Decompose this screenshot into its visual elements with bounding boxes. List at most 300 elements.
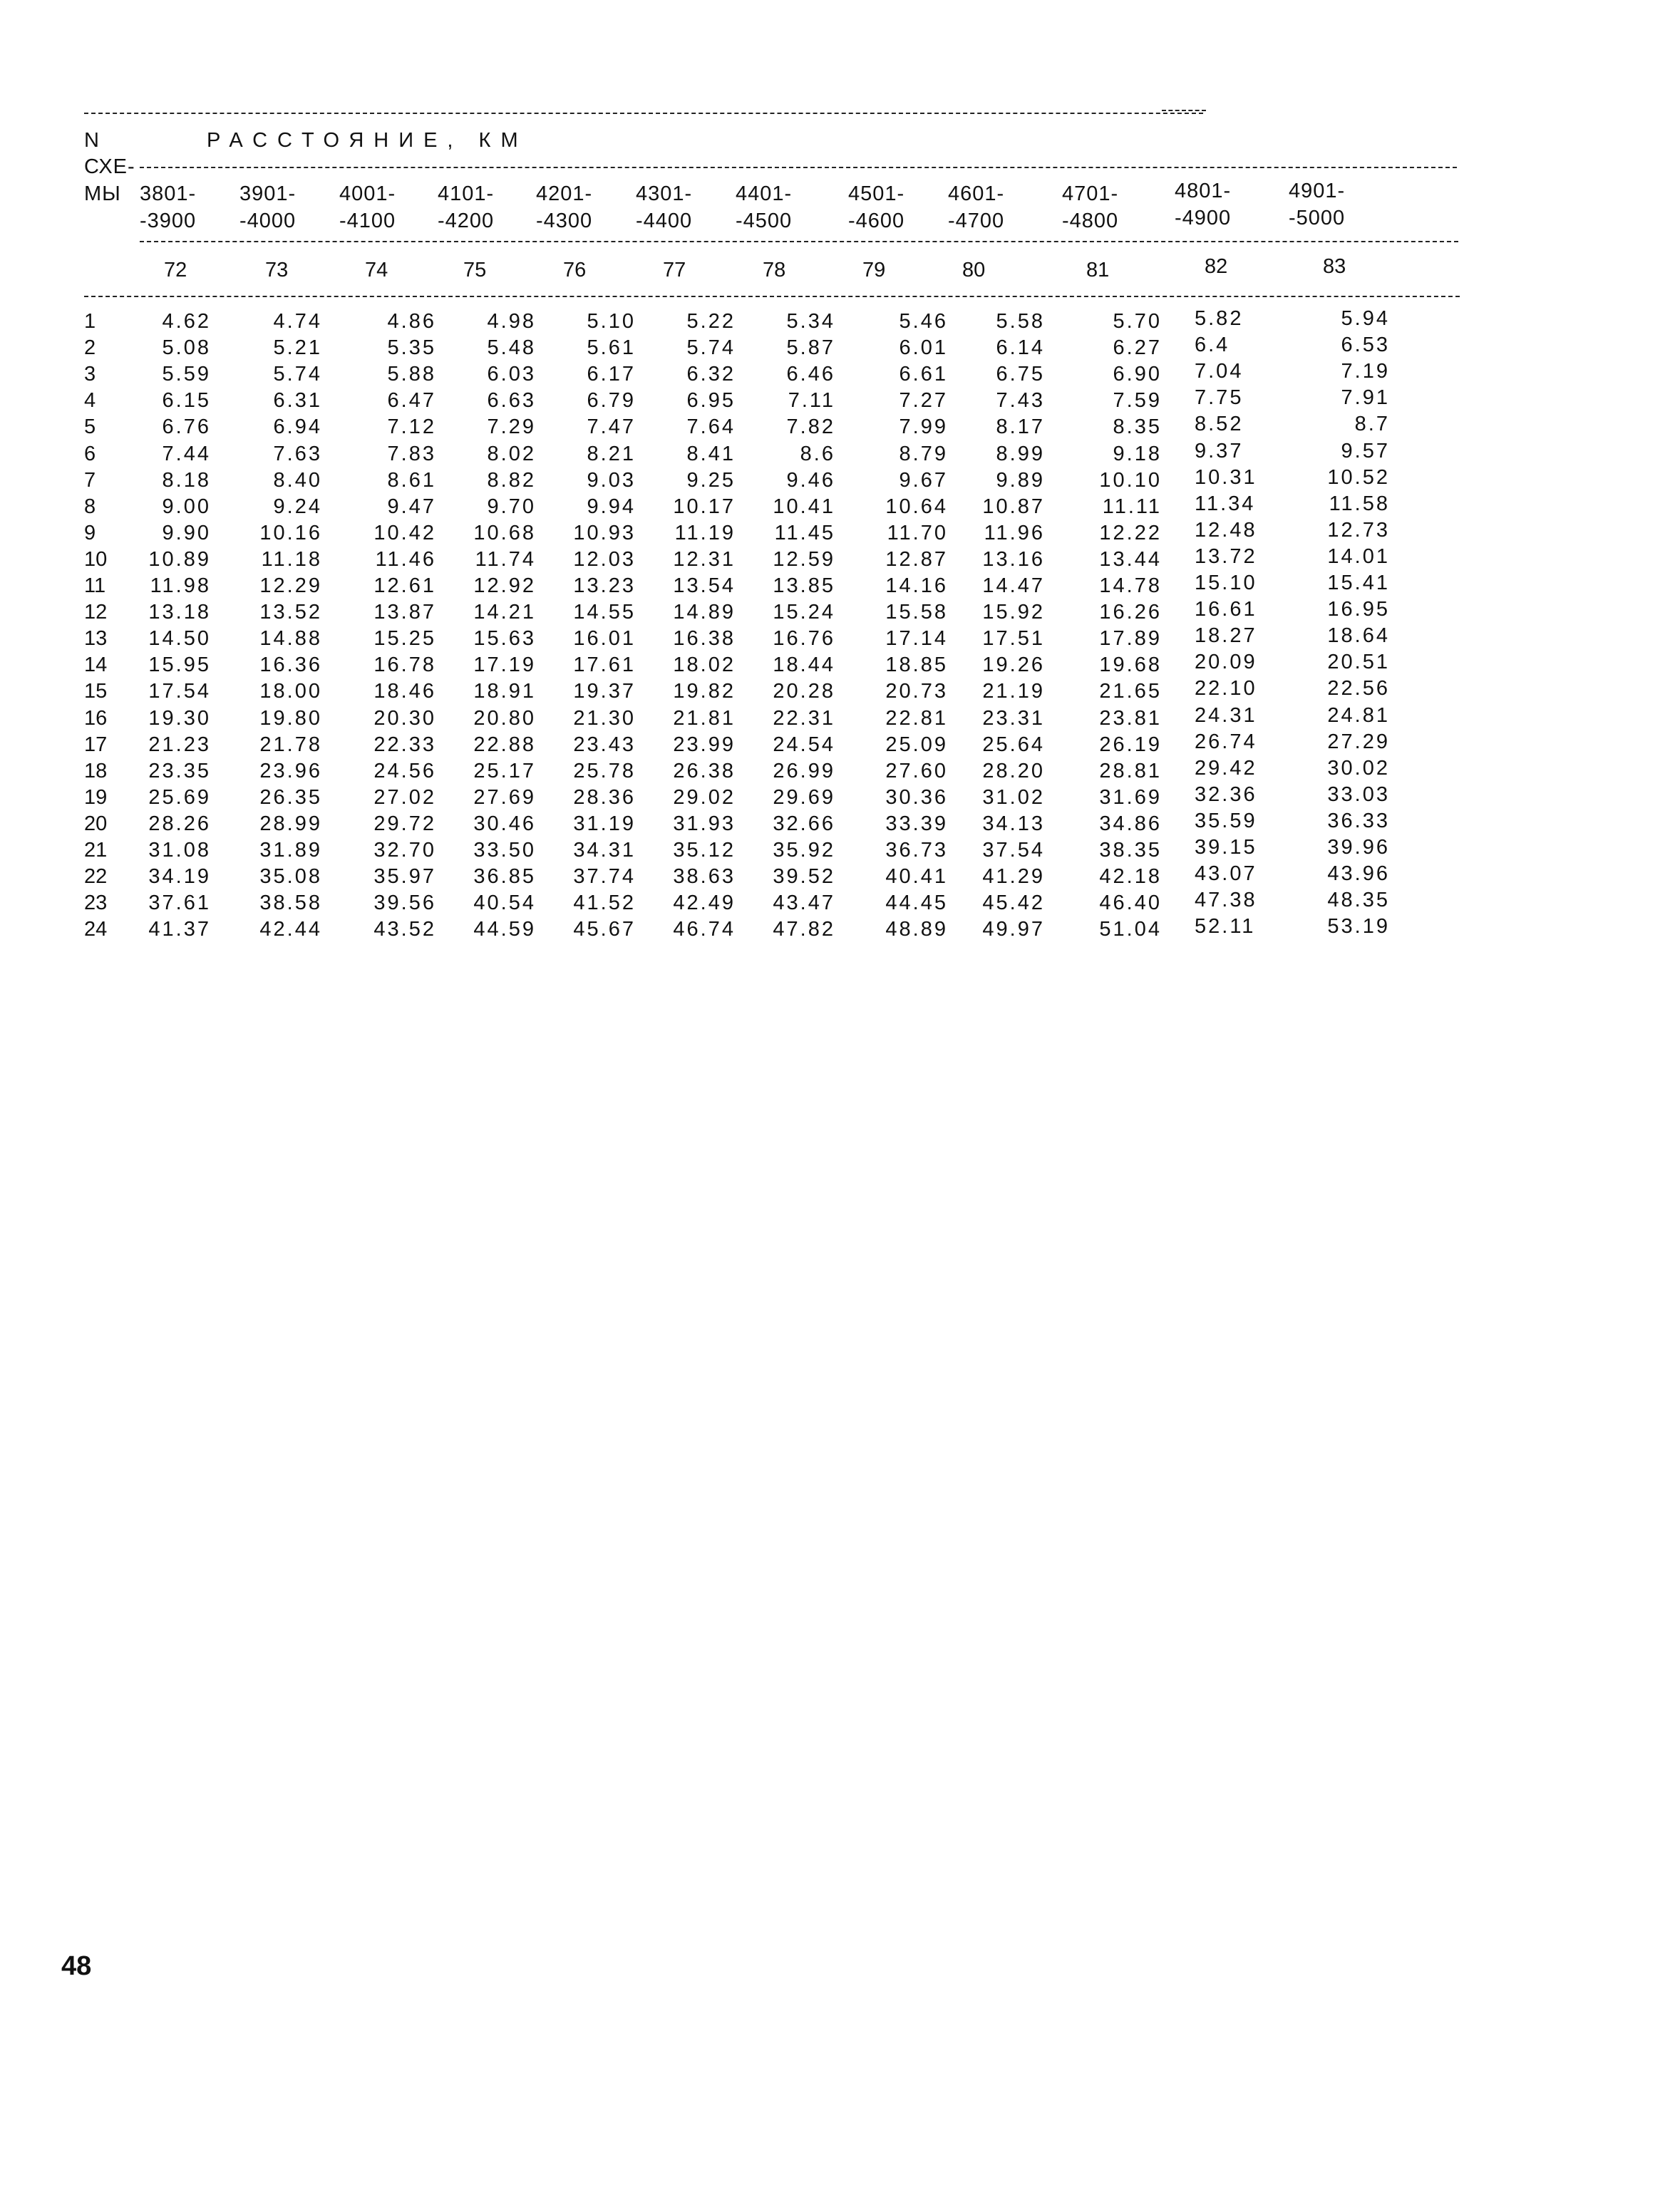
table-cell: 16.26: [1099, 601, 1162, 624]
table-cell: 42.44: [259, 918, 322, 941]
table-cell: 32.70: [373, 839, 436, 862]
table-cell: 20.73: [885, 680, 948, 703]
column-range-82: [1175, 178, 1231, 232]
table-cell: 4.62: [162, 310, 211, 333]
table-cell: 9.47: [387, 495, 436, 518]
table-cell: 28.99: [259, 812, 322, 835]
column-number: 75: [463, 259, 487, 281]
row-number: 7: [84, 468, 96, 492]
table-cell: 16.01: [573, 627, 636, 651]
table-cell: 5.74: [273, 363, 322, 386]
table-cell: 16.36: [259, 653, 322, 677]
table-cell: 47.38: [1195, 889, 1257, 912]
table-cell: 9.18: [1113, 442, 1162, 465]
table-cell: 9.03: [587, 468, 636, 492]
table-cell: 34.86: [1099, 812, 1162, 835]
table-cell: 35.12: [673, 839, 736, 862]
column-number: 76: [563, 259, 587, 281]
column-range-start: 4901-: [1289, 180, 1346, 202]
column-number: 72: [164, 259, 187, 281]
table-cell: 12.87: [885, 547, 948, 571]
column-number: 78: [763, 259, 786, 281]
table-cell: 36.73: [885, 839, 948, 862]
row-number: 4: [84, 389, 96, 413]
table-cell: 25.78: [573, 759, 636, 782]
table-cell: 19.30: [148, 706, 211, 730]
column-range-start: 4201-: [536, 182, 593, 205]
n-label: N: [84, 129, 100, 152]
table-cell: 23.31: [982, 706, 1045, 730]
table-cell: 41.29: [982, 865, 1045, 889]
table-cell: 38.35: [1099, 839, 1162, 862]
table-cell: 37.74: [573, 865, 636, 889]
table-cell: 22.33: [373, 733, 436, 756]
table-cell: 5.88: [387, 363, 436, 386]
column-range-end: -4400: [636, 209, 693, 232]
table-cell: 5.22: [686, 310, 736, 333]
table-cell: 18.64: [1327, 624, 1390, 648]
table-cell: 6.79: [587, 389, 636, 413]
table-cell: 15.41: [1327, 572, 1390, 594]
table-cell: 14.16: [885, 574, 948, 597]
table-cell: 11.96: [984, 521, 1045, 544]
column-range-end: -4500: [736, 209, 793, 232]
table-cell: 43.52: [373, 918, 436, 941]
table-cell: 20.51: [1327, 651, 1390, 674]
row-number: 17: [84, 733, 108, 756]
table-cell: 39.56: [373, 891, 436, 915]
table-cell: 38.58: [259, 891, 322, 915]
table-cell: 7.91: [1341, 386, 1390, 410]
table-cell: 10.89: [148, 547, 211, 571]
column-range-73: [239, 181, 296, 234]
table-cell: 41.37: [148, 918, 211, 941]
table-cell: 27.60: [885, 759, 948, 782]
column-range-start: 4401-: [736, 182, 793, 205]
column-number: 77: [663, 259, 686, 281]
table-cell: 35.92: [773, 839, 835, 862]
table-cell: 33.50: [473, 839, 536, 862]
table-cell: 26.35: [259, 785, 322, 809]
table-cell: 14.01: [1327, 544, 1390, 568]
table-cell: 4.74: [273, 310, 322, 333]
table-cell: 6.4: [1195, 334, 1230, 357]
row-number: 9: [84, 521, 96, 544]
table-cell: 21.30: [573, 706, 636, 730]
table-cell: 20.30: [373, 706, 436, 730]
table-cell: 29.42: [1195, 756, 1257, 780]
column-range-end: -4300: [536, 209, 593, 232]
table-cell: 11.74: [475, 547, 536, 571]
table-cell: 28.81: [1099, 759, 1162, 782]
table-cell: 18.46: [373, 680, 436, 703]
table-cell: 6.15: [162, 389, 211, 413]
table-cell: 35.59: [1195, 809, 1257, 832]
table-cell: 16.61: [1195, 598, 1257, 621]
column-range-79: [848, 181, 904, 234]
table-cell: 15.58: [885, 601, 948, 624]
table-cell: 33.03: [1327, 782, 1390, 806]
table-cell: 45.67: [573, 918, 636, 941]
table-cell: 21.23: [148, 733, 211, 756]
table-cell: 8.61: [387, 468, 436, 492]
column-range-74: [339, 181, 396, 234]
table-cell: 22.81: [885, 706, 948, 730]
table-cell: 26.19: [1099, 733, 1162, 756]
table-cell: 38.63: [673, 865, 736, 889]
table-cell: 14.78: [1099, 574, 1162, 597]
column-number: 81: [1086, 259, 1110, 281]
row-number: 23: [84, 891, 108, 915]
table-cell: 5.08: [162, 336, 211, 360]
table-cell: 12.61: [373, 574, 436, 597]
table-cell: 13.52: [259, 601, 322, 624]
table-cell: 16.78: [373, 653, 436, 677]
table-cell: 8.18: [162, 468, 211, 492]
table-cell: 14.88: [259, 627, 322, 651]
table-cell: 5.35: [387, 336, 436, 360]
table-cell: 22.31: [773, 706, 835, 730]
table-cell: 9.57: [1341, 439, 1390, 462]
table-cell: 12.31: [673, 547, 736, 571]
table-cell: 22.88: [473, 733, 536, 756]
column-number: 74: [365, 259, 388, 281]
table-cell: 17.54: [148, 680, 211, 703]
table-cell: 19.26: [982, 653, 1045, 677]
table-cell: 12.22: [1099, 521, 1162, 544]
table-cell: 8.6: [800, 442, 835, 465]
row-number: 21: [84, 839, 108, 862]
row-number: 20: [84, 812, 108, 835]
table-cell: 14.47: [982, 574, 1045, 597]
table-cell: 13.72: [1195, 544, 1257, 568]
table-cell: 47.82: [773, 918, 835, 941]
row-number: 10: [84, 547, 108, 571]
row-number: 3: [84, 363, 96, 386]
table-cell: 10.93: [573, 521, 636, 544]
table-cell: 9.94: [587, 495, 636, 518]
table-cell: 39.15: [1195, 836, 1257, 859]
scheme-label-1: СХЕ-: [84, 155, 135, 178]
table-cell: 6.95: [686, 389, 736, 413]
table-cell: 6.63: [487, 389, 536, 413]
table-cell: 48.35: [1327, 889, 1390, 912]
column-range-80: [948, 181, 1004, 234]
table-cell: 35.97: [373, 865, 436, 889]
table-cell: 8.52: [1195, 413, 1244, 436]
table-cell: 27.29: [1327, 730, 1390, 753]
table-cell: 39.52: [773, 865, 835, 889]
table-cell: 36.33: [1327, 809, 1390, 832]
table-cell: 8.7: [1354, 413, 1390, 436]
column-range-end: -4900: [1175, 206, 1232, 229]
table-cell: 8.40: [273, 468, 322, 492]
table-cell: 19.80: [259, 706, 322, 730]
column-range-78: [736, 181, 792, 234]
table-cell: 31.89: [259, 839, 322, 862]
table-cell: 23.81: [1099, 706, 1162, 730]
table-cell: 6.27: [1113, 336, 1162, 360]
column-range-83: [1289, 178, 1345, 232]
table-cell: 6.90: [1113, 363, 1162, 386]
table-cell: 15.95: [148, 653, 211, 677]
table-cell: 18.00: [259, 680, 322, 703]
row-number: 1: [84, 310, 96, 333]
column-range-76: [536, 181, 592, 234]
table-cell: 32.36: [1195, 782, 1257, 806]
table-cell: 17.61: [573, 653, 636, 677]
table-cell: 16.76: [773, 627, 835, 651]
table-cell: 7.11: [788, 389, 835, 413]
table-cell: 8.17: [996, 415, 1045, 439]
table-cell: 5.34: [786, 310, 835, 333]
table-cell: 17.51: [982, 627, 1045, 651]
table-cell: 41.52: [573, 891, 636, 915]
column-range-start: 4801-: [1175, 180, 1232, 202]
table-cell: 35.08: [259, 865, 322, 889]
table-cell: 4.86: [387, 310, 436, 333]
table-cell: 6.03: [487, 363, 536, 386]
table-cell: 17.89: [1099, 627, 1162, 651]
table-cell: 18.91: [473, 680, 536, 703]
table-cell: 8.02: [487, 442, 536, 465]
table-cell: 25.69: [148, 785, 211, 809]
table-cell: 5.21: [273, 336, 322, 360]
table-cell: 15.10: [1195, 572, 1257, 594]
table-cell: 7.64: [686, 415, 736, 439]
table-cell: 11.34: [1195, 492, 1256, 515]
table-cell: 5.59: [162, 363, 211, 386]
table-cell: 21.81: [673, 706, 736, 730]
table-cell: 36.85: [473, 865, 536, 889]
table-cell: 29.69: [773, 785, 835, 809]
top-rule-end: [1162, 110, 1206, 111]
table-cell: 24.54: [773, 733, 835, 756]
column-range-72: [140, 181, 196, 234]
table-cell: 13.54: [673, 574, 736, 597]
column-number: 82: [1205, 255, 1228, 278]
column-range-81: [1062, 181, 1118, 234]
table-cell: 30.02: [1327, 756, 1390, 780]
table-cell: 37.61: [148, 891, 211, 915]
column-range-77: [636, 181, 692, 234]
table-cell: 7.59: [1113, 389, 1162, 413]
table-cell: 14.55: [573, 601, 636, 624]
table-cell: 42.18: [1099, 865, 1162, 889]
table-cell: 43.07: [1195, 862, 1257, 886]
table-cell: 15.92: [982, 601, 1045, 624]
table-cell: 5.46: [899, 310, 948, 333]
table-cell: 7.19: [1341, 360, 1390, 383]
column-range-end: -4100: [339, 209, 396, 232]
table-cell: 14.89: [673, 601, 736, 624]
table-cell: 10.64: [885, 495, 948, 518]
table-cell: 30.36: [885, 785, 948, 809]
table-cell: 5.94: [1341, 307, 1390, 330]
table-cell: 23.99: [673, 733, 736, 756]
column-number: 79: [862, 259, 886, 281]
table-cell: 5.82: [1195, 307, 1244, 330]
table-cell: 7.63: [273, 442, 322, 465]
table-cell: 46.40: [1099, 891, 1162, 915]
column-range-75: [438, 181, 494, 234]
table-cell: 22.10: [1195, 677, 1257, 701]
table-cell: 52.11: [1195, 915, 1256, 939]
table-cell: 18.44: [773, 653, 835, 677]
column-range-end: -4700: [948, 209, 1005, 232]
table-cell: 51.04: [1099, 918, 1162, 941]
table-cell: 13.23: [573, 574, 636, 597]
column-range-end: -4000: [239, 209, 297, 232]
table-cell: 11.11: [1102, 495, 1162, 518]
row-number: 16: [84, 706, 108, 730]
table-cell: 46.74: [673, 918, 736, 941]
table-cell: 19.68: [1099, 653, 1162, 677]
table-cell: 32.66: [773, 812, 835, 835]
table-cell: 31.08: [148, 839, 211, 862]
table-cell: 10.42: [373, 521, 436, 544]
table-cell: 23.43: [573, 733, 636, 756]
table-cell: 7.27: [899, 389, 948, 413]
row-number: 14: [84, 653, 108, 677]
table-cell: 8.41: [686, 442, 736, 465]
table-cell: 31.02: [982, 785, 1045, 809]
table-cell: 25.17: [473, 759, 536, 782]
table-cell: 24.56: [373, 759, 436, 782]
table-cell: 11.45: [774, 521, 835, 544]
table-cell: 14.21: [473, 601, 536, 624]
table-cell: 4.98: [487, 310, 536, 333]
table-cell: 21.78: [259, 733, 322, 756]
table-cell: 26.74: [1195, 730, 1257, 753]
table-cell: 6.32: [686, 363, 736, 386]
table-cell: 28.26: [148, 812, 211, 835]
table-cell: 37.54: [982, 839, 1045, 862]
table-cell: 7.43: [996, 389, 1045, 413]
table-cell: 6.76: [162, 415, 211, 439]
table-cell: 28.36: [573, 785, 636, 809]
row-number: 13: [84, 627, 108, 651]
table-cell: 26.38: [673, 759, 736, 782]
table-cell: 5.74: [686, 336, 736, 360]
table-cell: 40.54: [473, 891, 536, 915]
table-cell: 15.25: [373, 627, 436, 651]
table-cell: 5.10: [587, 310, 636, 333]
table-cell: 31.19: [573, 812, 636, 835]
distance-title: РАССТОЯНИЕ, КМ: [207, 129, 528, 152]
table-cell: 9.25: [686, 468, 736, 492]
table-cell: 40.41: [885, 865, 948, 889]
column-range-start: 3801-: [140, 182, 197, 205]
table-cell: 6.75: [996, 363, 1045, 386]
table-cell: 13.44: [1099, 547, 1162, 571]
column-range-end: -3900: [140, 209, 197, 232]
table-cell: 17.14: [885, 627, 948, 651]
table-cell: 9.37: [1195, 439, 1244, 462]
row-number: 24: [84, 918, 108, 941]
table-cell: 15.63: [473, 627, 536, 651]
table-cell: 21.19: [982, 680, 1045, 703]
table-cell: 5.70: [1113, 310, 1162, 333]
table-cell: 6.53: [1341, 334, 1390, 357]
table-cell: 13.18: [148, 601, 211, 624]
table-cell: 45.42: [982, 891, 1045, 915]
table-cell: 16.38: [673, 627, 736, 651]
body-rule: [84, 296, 1460, 297]
table-cell: 10.68: [473, 521, 536, 544]
top-rule: [84, 113, 1203, 114]
table-cell: 26.99: [773, 759, 835, 782]
table-cell: 11.46: [375, 547, 436, 571]
table-cell: 5.58: [996, 310, 1045, 333]
row-number: 8: [84, 495, 96, 518]
table-cell: 11.18: [261, 547, 322, 571]
table-cell: 39.96: [1327, 836, 1390, 859]
table-cell: 23.96: [259, 759, 322, 782]
column-range-end: -4600: [848, 209, 905, 232]
table-cell: 7.44: [162, 442, 211, 465]
table-cell: 25.64: [982, 733, 1045, 756]
table-cell: 7.83: [387, 442, 436, 465]
table-cell: 15.24: [773, 601, 835, 624]
row-number: 2: [84, 336, 96, 360]
table-cell: 16.95: [1327, 598, 1390, 621]
table-cell: 7.29: [487, 415, 536, 439]
table-cell: 34.31: [573, 839, 636, 862]
table-cell: 8.99: [996, 442, 1045, 465]
table-cell: 9.89: [996, 468, 1045, 492]
table-cell: 20.09: [1195, 651, 1257, 674]
row-number: 22: [84, 865, 108, 889]
table-cell: 7.12: [387, 415, 436, 439]
table-cell: 18.02: [673, 653, 736, 677]
table-cell: 42.49: [673, 891, 736, 915]
column-number: 83: [1323, 255, 1346, 278]
column-range-start: 4301-: [636, 182, 693, 205]
table-cell: 6.47: [387, 389, 436, 413]
table-cell: 6.01: [899, 336, 948, 360]
table-cell: 12.73: [1327, 518, 1390, 542]
table-cell: 10.52: [1327, 465, 1390, 489]
column-range-start: 4501-: [848, 182, 905, 205]
table-cell: 10.10: [1099, 468, 1162, 492]
table-cell: 7.82: [786, 415, 835, 439]
scheme-label-2: МЫ: [84, 182, 121, 205]
column-range-end: -4800: [1062, 209, 1119, 232]
table-cell: 8.21: [587, 442, 636, 465]
table-cell: 30.46: [473, 812, 536, 835]
row-number: 6: [84, 442, 96, 465]
table-cell: 29.72: [373, 812, 436, 835]
table-cell: 9.90: [162, 521, 211, 544]
row-number: 11: [84, 574, 106, 597]
column-number: 80: [962, 259, 986, 281]
table-cell: 33.39: [885, 812, 948, 835]
table-cell: 20.28: [773, 680, 835, 703]
table-cell: 13.85: [773, 574, 835, 597]
table-cell: 13.16: [982, 547, 1045, 571]
column-range-start: 3901-: [239, 182, 297, 205]
table-cell: 5.61: [587, 336, 636, 360]
table-cell: 12.59: [773, 547, 835, 571]
table-cell: 43.96: [1327, 862, 1390, 886]
table-cell: 34.19: [148, 865, 211, 889]
table-cell: 23.35: [148, 759, 211, 782]
table-cell: 6.17: [587, 363, 636, 386]
page-number: 48: [61, 1951, 92, 1981]
table-cell: 44.59: [473, 918, 536, 941]
table-cell: 31.93: [673, 812, 736, 835]
